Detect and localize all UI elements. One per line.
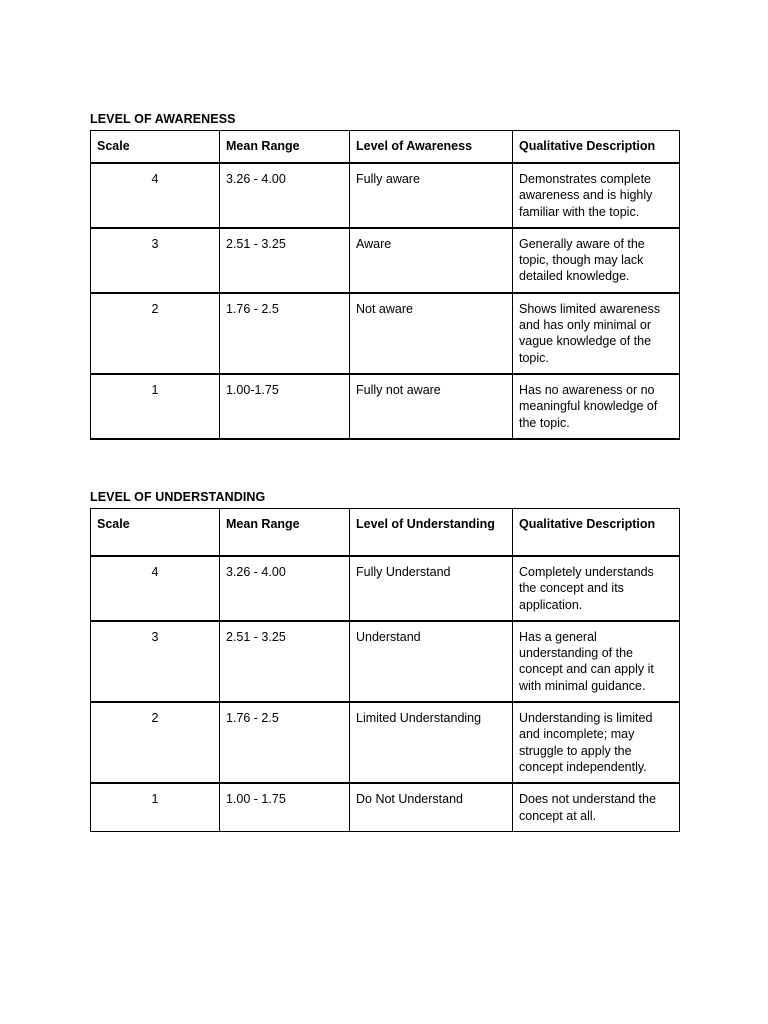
cell-level: Fully Understand <box>350 556 513 621</box>
cell-scale: 1 <box>91 783 220 831</box>
cell-description: Understanding is limited and incomplete; may struggle to apply the concept independently. <box>513 702 680 783</box>
table-header-row <box>91 131 680 164</box>
cell-scale: 1 <box>91 374 220 439</box>
table-row <box>91 556 680 621</box>
cell-level: Fully not aware <box>350 374 513 439</box>
table-row <box>91 228 680 293</box>
cell-level: Not aware <box>350 293 513 374</box>
cell-mean-range: 3.26 - 4.00 <box>220 556 350 621</box>
understanding-table <box>90 508 680 832</box>
cell-description: Does not understand the concept at all. <box>513 783 680 831</box>
cell-scale: 3 <box>91 228 220 293</box>
header-scale: Scale <box>91 509 220 557</box>
header-description: Qualitative Description <box>513 509 680 557</box>
cell-scale: 4 <box>91 163 220 228</box>
cell-level: Do Not Understand <box>350 783 513 831</box>
header-level: Level of Understanding <box>350 509 513 557</box>
cell-description: Generally aware of the topic, though may lack detailed knowledge. <box>513 228 680 293</box>
cell-scale: 2 <box>91 293 220 374</box>
cell-mean-range: 1.00-1.75 <box>220 374 350 439</box>
table-row <box>91 293 680 374</box>
cell-level: Understand <box>350 621 513 702</box>
cell-scale: 4 <box>91 556 220 621</box>
table-row <box>91 783 680 831</box>
cell-description: Demonstrates complete awareness and is highly familiar with the topic. <box>513 163 680 228</box>
table-row <box>91 621 680 702</box>
cell-scale: 3 <box>91 621 220 702</box>
understanding-section-title: LEVEL OF UNDERSTANDING <box>90 490 266 504</box>
cell-scale: 2 <box>91 702 220 783</box>
cell-mean-range: 1.00 - 1.75 <box>220 783 350 831</box>
cell-level: Fully aware <box>350 163 513 228</box>
cell-mean-range: 1.76 - 2.5 <box>220 293 350 374</box>
header-level: Level of Awareness <box>350 131 513 164</box>
cell-mean-range: 3.26 - 4.00 <box>220 163 350 228</box>
cell-level: Aware <box>350 228 513 293</box>
table-row <box>91 702 680 783</box>
awareness-section-title: LEVEL OF AWARENESS <box>90 112 236 126</box>
awareness-table <box>90 130 680 440</box>
header-scale: Scale <box>91 131 220 164</box>
cell-mean-range: 2.51 - 3.25 <box>220 621 350 702</box>
cell-level: Limited Understanding <box>350 702 513 783</box>
header-description: Qualitative Description <box>513 131 680 164</box>
table-row <box>91 163 680 228</box>
table-header-row <box>91 509 680 557</box>
cell-description: Shows limited awareness and has only minimal or vague knowledge of the topic. <box>513 293 680 374</box>
cell-mean-range: 2.51 - 3.25 <box>220 228 350 293</box>
header-mean-range: Mean Range <box>220 131 350 164</box>
cell-description: Has no awareness or no meaningful knowledge of the topic. <box>513 374 680 439</box>
cell-description: Has a general understanding of the concept and can apply it with minimal guidance. <box>513 621 680 702</box>
cell-mean-range: 1.76 - 2.5 <box>220 702 350 783</box>
table-row <box>91 374 680 439</box>
header-mean-range: Mean Range <box>220 509 350 557</box>
cell-description: Completely understands the concept and its application. <box>513 556 680 621</box>
